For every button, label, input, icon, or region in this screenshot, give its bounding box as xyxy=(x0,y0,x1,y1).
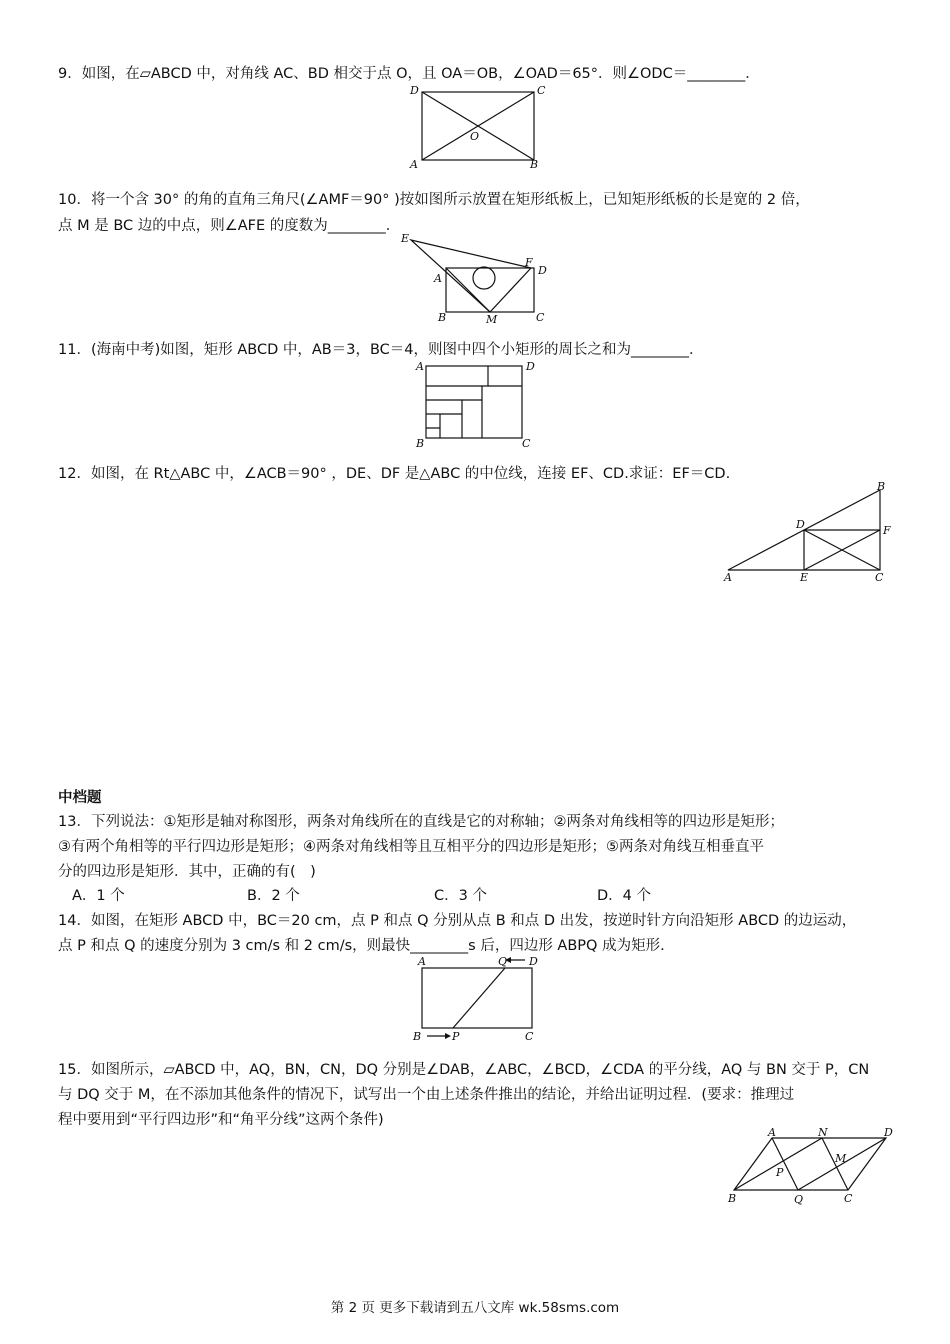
q14-line2: 点 P 和点 Q 的速度分别为 3 cm/s 和 2 cm/s，则最快________s 后，四边形 ABPQ 成为矩形. xyxy=(58,938,665,954)
q9-text: 9．如图，在▱ABCD 中，对角线 AC、BD 相交于点 O，且 OA＝OB，∠OAD＝65°．则∠ODC＝________． xyxy=(58,66,760,82)
figure-q11 xyxy=(410,356,540,451)
q15-line2: 与 DQ 交于 M，在不添加其他条件的情况下，试写出一个由上述条件推出的结论，并给出证明过程．(要求：推理过 xyxy=(58,1087,795,1103)
label-c: C xyxy=(537,84,546,97)
label-p: P xyxy=(776,1166,784,1179)
q10-line2: 点 M 是 BC 边的中点，则∠AFE 的度数为________． xyxy=(58,218,401,234)
label-n: N xyxy=(818,1126,828,1139)
rect-paper xyxy=(446,268,534,312)
segment-pq xyxy=(453,968,505,1028)
label-a: A xyxy=(434,272,442,285)
option-d: D．4 个 xyxy=(597,888,651,904)
q15-line1: 15．如图所示，▱ABCD 中，AQ，BN，CN，DQ 分别是∠DAB，∠ABC，∠BCD，∠CDA 的平分线，AQ 与 BN 交于 P，CN xyxy=(58,1062,870,1078)
figure-q15 xyxy=(722,1126,902,1208)
option-c: C．3 个 xyxy=(434,888,487,904)
label-d: D xyxy=(529,955,538,968)
label-a: A xyxy=(416,360,424,373)
label-a: A xyxy=(410,158,418,171)
section-title: 中档题 xyxy=(58,790,102,806)
label-d: D xyxy=(538,264,547,277)
label-b: B xyxy=(438,311,447,324)
label-b: B xyxy=(728,1192,737,1205)
staircase xyxy=(426,366,488,428)
label-a: A xyxy=(418,955,426,968)
label-d: D xyxy=(526,360,535,373)
label-e: E xyxy=(800,571,809,584)
label-o: O xyxy=(470,130,480,143)
label-q: Q xyxy=(498,955,508,968)
q13-line2: ③有两个角相等的平行四边形是矩形；④两条对角线相等且互相平分的四边形是矩形；⑤两条对角线互相垂直平 xyxy=(58,839,764,855)
page-footer: 第 2 页 更多下载请到五八文库 wk.58sms.com xyxy=(330,1300,620,1316)
ruler-hole xyxy=(473,267,495,289)
option-b: B．2 个 xyxy=(247,888,300,904)
q14-line1: 14．如图，在矩形 ABCD 中，BC＝20 cm，点 P 和点 Q 分别从点 B 和点 D 出发，按逆时针方向沿矩形 ABCD 的边运动， xyxy=(58,913,857,929)
q13-options xyxy=(72,886,772,906)
figure-q14 xyxy=(405,952,555,1047)
arrowhead-p xyxy=(445,1033,451,1039)
option-a: A．1 个 xyxy=(72,888,125,904)
figure-q9 xyxy=(405,80,555,175)
label-c: C xyxy=(525,1030,534,1043)
q12-text: 12．如图，在 Rt△ABC 中，∠ACB＝90° ，DE、DF 是△ABC 的中位线，连接 EF、CD.求证：EF＝CD. xyxy=(58,466,731,482)
label-c: C xyxy=(875,571,884,584)
label-b: B xyxy=(413,1030,422,1043)
label-a: A xyxy=(768,1126,776,1139)
label-e: E xyxy=(401,232,410,245)
label-d: D xyxy=(884,1126,893,1139)
label-b: B xyxy=(877,480,886,493)
label-b: B xyxy=(416,437,425,450)
label-m: M xyxy=(835,1152,847,1165)
label-p: P xyxy=(452,1030,460,1043)
q13-line1: 13．下列说法：①矩形是轴对称图形，两条对角线所在的直线是它的对称轴；②两条对角线相等的四边形是矩形； xyxy=(58,814,784,830)
label-m: M xyxy=(486,313,498,325)
label-f: F xyxy=(525,256,533,269)
figure-q12 xyxy=(720,478,900,588)
label-d: D xyxy=(410,84,419,97)
triangle-ruler xyxy=(411,240,531,312)
label-c: C xyxy=(536,311,545,324)
bisector-bn xyxy=(734,1138,822,1190)
q10-line1: 10．将一个含 30° 的角的直角三角尺(∠AMF＝90° )按如图所示放置在矩形纸板上，已知矩形纸板的长是宽的 2 倍， xyxy=(58,192,810,208)
line-am xyxy=(446,268,490,312)
label-d: D xyxy=(796,518,805,531)
parallelogram-abcd xyxy=(734,1138,886,1190)
bisector-aq xyxy=(772,1138,798,1190)
q15-line3: 程中要用到“平行四边形”和“角平分线”这两个条件) xyxy=(58,1112,384,1128)
rect-abcd xyxy=(422,968,532,1028)
label-b: B xyxy=(530,158,539,171)
label-q: Q xyxy=(794,1193,804,1206)
q11-text: 11．(海南中考)如图，矩形 ABCD 中，AB＝3，BC＝4，则图中四个小矩形的周长之和为________． xyxy=(58,342,704,358)
figure-q10 xyxy=(398,230,558,325)
label-c: C xyxy=(522,437,531,450)
label-a: A xyxy=(724,571,732,584)
label-c: C xyxy=(844,1192,853,1205)
label-f: F xyxy=(883,524,891,537)
q13-line3: 分的四边形是矩形．其中，正确的有( ) xyxy=(58,864,316,880)
